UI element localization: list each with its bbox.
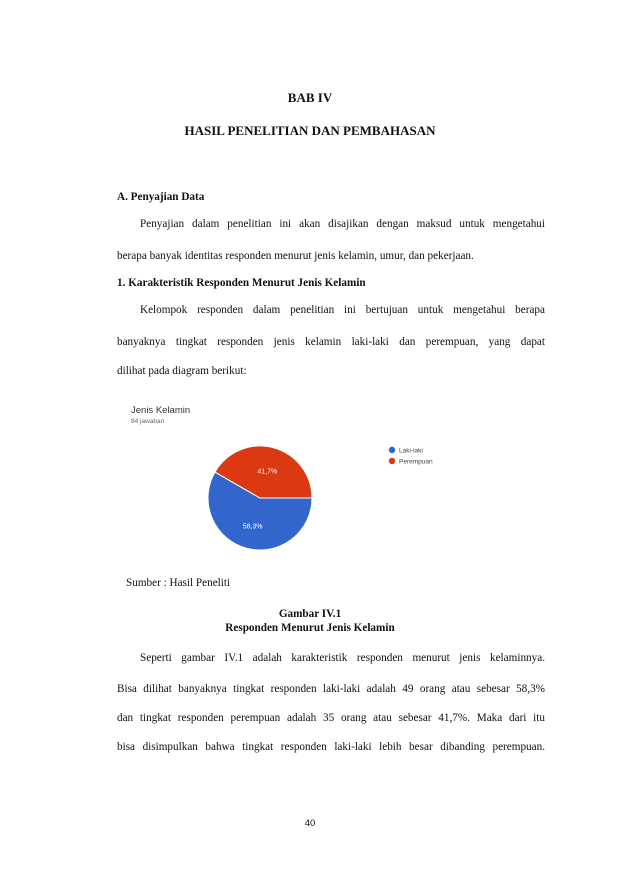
legend-label: Laki-laki (399, 447, 423, 455)
chart-title: Jenis Kelamin (131, 405, 191, 416)
pie-slice-label: 41,7% (257, 468, 278, 476)
legend-marker (389, 447, 395, 453)
paragraph-line: Seperti gambar IV.1 adalah karakteristik responden menurut jenis kelaminnya. (140, 652, 545, 664)
paragraph-line: bisa disimpulkan bahwa tingkat responden laki-laki lebih besar dibanding perempuan. (117, 741, 545, 753)
subsection-heading: 1. Karakteristik Responden Menurut Jenis Kelamin (117, 277, 366, 289)
chapter-title: HASIL PENELITIAN DAN PEMBAHASAN (184, 123, 436, 138)
pie-slice-label: 58,3% (242, 523, 263, 531)
paragraph-line: Penyajian dalam penelitian ini akan disajikan dengan maksud untuk mengetahui (140, 218, 545, 230)
paragraph-line: dan tingkat responden perempuan adalah 35 orang atau sebesar 41,7%. Maka dari itu (117, 712, 545, 724)
legend-label: Perempuan (399, 458, 433, 466)
paragraph-line: Bisa dilihat banyaknya tingkat responden laki-laki adalah 49 orang atau sebesar 58,3% (117, 683, 545, 695)
chapter-number: BAB IV (287, 90, 333, 105)
legend-marker (389, 458, 395, 464)
paragraph-line: banyaknya tingkat responden jenis kelamin laki-laki dan perempuan, yang dapat (117, 336, 545, 348)
section-heading: A. Penyajian Data (117, 191, 205, 203)
figure-source: Sumber : Hasil Peneliti (126, 577, 231, 589)
chart-subtitle: 84 jawaban (131, 418, 165, 425)
paragraph-line: Kelompok responden dalam penelitian ini bertujuan untuk mengetahui berapa (140, 304, 545, 316)
figure-caption: Responden Menurut Jenis Kelamin (225, 622, 395, 634)
figure-number: Gambar IV.1 (278, 608, 342, 620)
paragraph-line: berapa banyak identitas responden menurut jenis kelamin, umur, dan pekerjaan. (117, 250, 474, 262)
pie-chart-figure (120, 398, 470, 558)
page-number: 40 (304, 818, 316, 829)
pie-chart (120, 398, 470, 558)
paragraph-line: dilihat pada diagram berikut: (117, 365, 247, 377)
